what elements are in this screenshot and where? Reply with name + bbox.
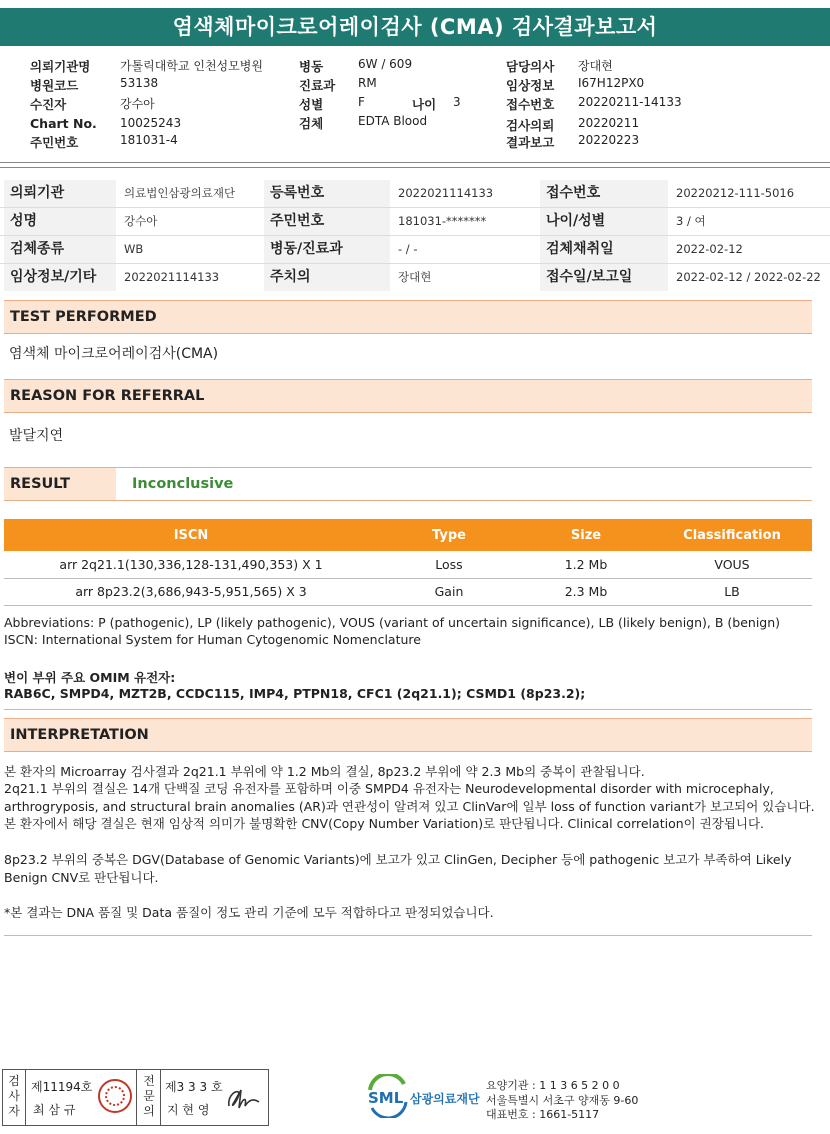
interpretation-paragraph: 2q21.1 부위의 결실은 14개 단백질 코딩 유전자를 포함하며 이중 SMPD4 유전자는 Neurodevelopmental disorder with microcephaly, arthrogryposis, and structural brain anomalies (AR)과 연관성이 알려져 있고 ClinVar에 일부 loss of function variant가 보고되어 있습니다. 본 환자에서 해당 결실은 현재 임상적 의미가 불명확한 CNV(Copy Number Variation)로 판단됩니다. Clinical correlation이 권장됩니다. [4, 781, 815, 831]
patient-label-collection-date: 검체채취일 [540, 236, 668, 263]
patient-label-physician: 주치의 [264, 264, 390, 291]
result-section [4, 467, 812, 501]
patient-value-physician: 장대현 [398, 270, 432, 284]
header-label-department: 진료과 [299, 78, 336, 93]
patient-value-receipt-no: 20220212-111-5016 [676, 186, 795, 200]
header-label-receipt-no: 접수번호 [506, 97, 555, 112]
header-value-chart-no: 10025243 [120, 116, 182, 130]
patient-value-name: 강수아 [124, 214, 158, 228]
report-title: 염색체마이크로어레이검사 (CMA) 검사결과보고서 [0, 8, 830, 46]
patient-value-clinical-info: 2022021114133 [124, 270, 220, 284]
abbreviations-line: Abbreviations: P (pathogenic), LP (likely pathogenic), VOUS (variant of uncertain significance), LB (likely benign), B (benign) [4, 615, 781, 630]
omim-genes: RAB6C, SMPD4, MZT2B, CCDC115, IMP4, PTPN18, CFC1 (2q21.1); CSMD1 (8p23.2); [4, 686, 586, 701]
header-value-specimen: EDTA Blood [358, 114, 428, 128]
patient-row [0, 264, 830, 291]
header-label-chart-no: Chart No. [30, 116, 97, 131]
header-value-department: RM [358, 76, 377, 90]
signature-divider [25, 1070, 26, 1125]
header-value-patient: 강수아 [120, 97, 155, 111]
omim-divider [4, 709, 812, 710]
header-label-specimen: 검체 [299, 116, 324, 131]
cnv-type: Gain [378, 578, 520, 605]
header-label-ward: 병동 [299, 59, 324, 74]
patient-label-clinical-info: 임상정보/기타 [4, 264, 116, 291]
header-label-sex: 성별 [299, 97, 324, 112]
patient-value-institution: 의료법인삼광의료재단 [124, 186, 236, 200]
test-performed-value: 염색체 마이크로어레이검사(CMA) [9, 346, 219, 362]
referral-heading: REASON FOR REFERRAL [4, 379, 812, 413]
patient-row [0, 180, 830, 207]
header-value-hospital-code: 53138 [120, 76, 159, 90]
inspector-label: 검사자 [8, 1074, 20, 1118]
header-value-doctor: 장대현 [578, 59, 613, 73]
cnv-iscn: arr 2q21.1(130,336,128-131,490,353) X 1 [4, 551, 378, 578]
header-label-age: 나이 [412, 97, 437, 112]
header-value-sex: F [358, 95, 365, 109]
interpretation-divider [4, 935, 812, 936]
signature-box [2, 1069, 269, 1126]
institution-name: 삼광의료재단 [410, 1092, 480, 1106]
patient-label-registration-no: 등록번호 [264, 180, 390, 207]
interpretation-paragraph: 8p23.2 부위의 중복은 DGV(Database of Genomic Variants)에 보고가 있고 ClinGen, Decipher 등에 pathogenic 보고가 부족하여 Likely Benign CNV로 판단됩니다. [4, 852, 792, 885]
patient-label-resident-no: 주민번호 [264, 208, 390, 235]
patient-label-ward-department: 병동/진료과 [264, 236, 390, 263]
patient-label-name: 성명 [4, 208, 116, 235]
iscn-definition-line: ISCN: International System for Human Cytogenomic Nomenclature [4, 632, 421, 647]
interpretation-note: *본 결과는 DNA 품질 및 Data 품질이 정도 관리 기준에 모두 적합하다고 판정되었습니다. [4, 905, 494, 920]
header-label-request-date: 검사의뢰 [506, 118, 555, 133]
patient-value-age-sex: 3 / 여 [676, 214, 706, 228]
signature-divider [160, 1070, 161, 1125]
cnv-table [4, 519, 812, 606]
inspector-seal-icon [98, 1079, 132, 1113]
table-row [4, 578, 812, 605]
header-value-receipt-no: 20220211-14133 [578, 95, 682, 109]
institution-phone: 대표번호 : 1661-5117 [486, 1108, 600, 1121]
header-label-doctor: 담당의사 [506, 59, 555, 74]
cnv-type: Loss [378, 551, 520, 578]
table-row [4, 551, 812, 578]
header-label-clinical-info: 임상정보 [506, 78, 555, 93]
header-value-clinical-info: I67H12PX0 [578, 76, 645, 90]
care-institution-code: 요양기관 : 1 1 3 6 5 2 0 0 [486, 1079, 620, 1092]
referral-value: 발달지연 [9, 428, 64, 444]
header-label-report-date: 결과보고 [506, 135, 555, 150]
patient-label-institution: 의뢰기관 [4, 180, 116, 207]
header-value-institution: 가톨릭대학교 인천성모병원 [120, 59, 263, 73]
patient-value-collection-date: 2022-02-12 [676, 242, 743, 256]
patient-value-resident-no: 181031-******* [398, 214, 487, 228]
header-value-resident-no: 181031-4 [120, 133, 178, 147]
header-value-age: 3 [453, 95, 461, 109]
specialist-license-no: 제3 3 3 호 [165, 1080, 223, 1094]
inspector-name: 최 삼 규 [33, 1103, 76, 1117]
header-value-request-date: 20220211 [578, 116, 640, 130]
sml-logo-icon [366, 1074, 410, 1118]
cnv-classification: VOUS [652, 551, 812, 578]
test-performed-heading: TEST PERFORMED [4, 300, 812, 334]
cnv-header-size: Size [520, 519, 652, 551]
cnv-header-iscn: ISCN [4, 519, 378, 551]
cnv-table-header [4, 519, 812, 551]
header-label-resident-no: 주민번호 [30, 135, 79, 150]
patient-row [0, 236, 830, 263]
inspector-license-no: 제11194호 [31, 1080, 93, 1094]
cnv-size: 2.3 Mb [520, 578, 652, 605]
specialist-name: 지 현 영 [167, 1103, 210, 1117]
cnv-size: 1.2 Mb [520, 551, 652, 578]
result-value: Inconclusive [132, 476, 234, 492]
cnv-header-classification: Classification [652, 519, 812, 551]
omim-heading: 변이 부위 주요 OMIM 유전자: [4, 670, 176, 685]
header-label-hospital-code: 병원코드 [30, 78, 79, 93]
header-divider-top [0, 162, 830, 163]
patient-row [0, 208, 830, 235]
patient-value-dates: 2022-02-12 / 2022-02-22 [676, 270, 821, 284]
patient-label-age-sex: 나이/성별 [540, 208, 668, 235]
interpretation-heading: INTERPRETATION [4, 718, 812, 752]
patient-label-receipt-no: 접수번호 [540, 180, 668, 207]
result-heading: RESULT [4, 468, 116, 500]
institution-address: 서울특별시 서초구 양재동 9-60 [486, 1094, 639, 1107]
interpretation-paragraph: 본 환자의 Microarray 검사결과 2q21.1 부위에 약 1.2 Mb의 결실, 8p23.2 부위에 약 2.3 Mb의 중복이 관찰됩니다. [4, 764, 645, 779]
header-value-report-date: 20220223 [578, 133, 640, 147]
specialist-label: 전문의 [143, 1074, 155, 1118]
header-label-institution: 의뢰기관명 [30, 59, 91, 74]
signature-divider [136, 1070, 137, 1125]
sml-logo-text: SML [368, 1089, 404, 1107]
patient-label-specimen-type: 검체종류 [4, 236, 116, 263]
cnv-classification: LB [652, 578, 812, 605]
header-label-patient: 수진자 [30, 97, 67, 112]
cnv-header-type: Type [378, 519, 520, 551]
patient-value-ward-department: - / - [398, 242, 418, 256]
patient-label-dates: 접수일/보고일 [540, 264, 668, 291]
patient-value-registration-no: 2022021114133 [398, 186, 494, 200]
header-divider-bottom [0, 167, 830, 168]
cnv-iscn: arr 8p23.2(3,686,943-5,951,565) X 3 [4, 578, 378, 605]
header-value-ward: 6W / 609 [358, 57, 413, 71]
signature-icon [225, 1084, 263, 1114]
patient-value-specimen-type: WB [124, 242, 144, 256]
